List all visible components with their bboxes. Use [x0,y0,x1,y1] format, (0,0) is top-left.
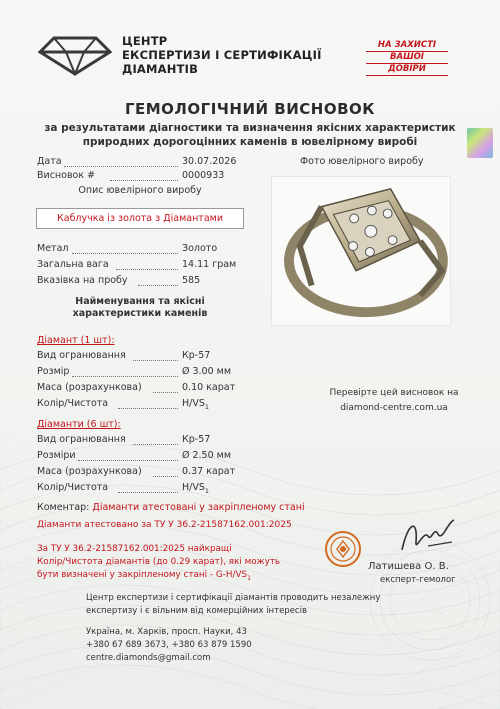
stones-heading-line1: Найменування та якісні [75,296,205,307]
diamond1-size-label: Розмір [37,366,70,377]
item-description-heading: Опис ювелірного виробу [78,185,202,196]
diamond6-size-label: Розміри [37,450,76,461]
assay-leader [138,285,178,286]
standards-note-line3-text: бути визначені у закріпленому стані - G-H/VS [37,570,248,580]
diamond6-clarity-subscript: 1 [204,486,210,495]
diamond1-cut-label: Вид огранювання [37,350,126,361]
standards-note-line1: За ТУ У 36.2-21587162.001:2025 найкращі [37,544,232,554]
metal-label: Метал [37,243,69,254]
subtitle-line2: природних дорогоцінних каменів в ювелірному виробі [82,136,418,148]
standards-note [37,543,280,585]
diamond6-clarity-value [182,482,209,495]
slogan-line3: ДОВІРИ [366,64,448,76]
diamond6-cut-label: Вид огранювання [37,434,126,445]
verify-website-link[interactable]: diamond-centre.com.ua [340,403,448,413]
weight-value: 14.11 грам [182,259,237,270]
number-leader [110,180,178,181]
comment-label: Коментар: [37,502,90,513]
standards-note-subscript: 1 [247,574,251,582]
diamond1-mass-leader [153,392,178,393]
diamond1-clarity-label: Колір/Чистота [37,398,109,409]
footer-email[interactable]: centre.diamonds@gmail.com [86,653,211,663]
diamond6-mass-label: Маса (розрахункова) [37,466,142,477]
footer-line1: Центр експертизи і сертифікації діамантів проводить незалежну [86,593,381,603]
slogan [366,40,448,76]
organization-name [122,34,322,76]
diamond6-cut-leader [133,444,178,445]
official-stamp-icon [324,530,362,568]
footer-spacer [86,618,416,626]
certified-text: Діаманти атестовано за ТУ У 36.2-21587162.001:2025 [37,520,292,530]
diamond6-heading: Діаманти (6 шт): [37,419,121,430]
diamond-logo-icon [36,34,114,76]
expert-role: експерт-гемолог [380,575,456,585]
diamond1-clarity-subscript: 1 [204,402,210,411]
diamond1-cut-value: Кр-57 [182,350,211,361]
org-name-line2: ЕКСПЕРТИЗИ І СЕРТИФІКАЦІЇ [122,48,322,62]
verify-block [296,386,492,416]
footer-line2: експертизу і є вільним від комерційних інтересів [86,606,307,616]
ring-photo [271,176,451,326]
org-name-line3: ДІАМАНТІВ [122,62,199,76]
number-value: 0000933 [182,170,225,181]
standards-note-line2: Колір/Чистота діамантів (до 0.29 карат), які можуть [37,557,281,567]
footer-address: Україна, м. Харків, просп. Науки, 43 [86,627,247,637]
document-title: ГЕМОЛОГІЧНИЙ ВИСНОВОК [124,100,376,118]
weight-label: Загальна вага [37,259,109,270]
diamond1-mass-value: 0.10 карат [182,382,236,393]
date-label: Дата [37,156,62,167]
org-name-line1: ЦЕНТР [122,34,168,48]
slogan-line1: НА ЗАХИСТІ [366,40,448,52]
diamond1-clarity-leader [118,408,178,409]
assay-label: Вказівка на пробу [37,275,128,286]
verify-text: Перевірте цей висновок на [329,388,459,398]
diamond6-size-value: Ø 2.50 мм [182,450,232,461]
comment-value: Діаманти атестовані у закріпленому стані [92,502,305,513]
document-subtitle [30,121,470,149]
diamond1-heading: Діамант (1 шт): [37,335,115,346]
diamond1-clarity-value [182,398,209,411]
stones-heading-line2: характеристики каменів [72,308,208,319]
metal-leader [72,253,178,254]
assay-value: 585 [182,275,201,286]
diamond6-clarity-label: Колір/Чистота [37,482,109,493]
diamond6-mass-leader [153,476,178,477]
metal-value: Золото [182,243,218,254]
weight-leader [116,269,178,270]
diamond1-cut-leader [133,360,178,361]
diamond1-clarity-text: H/VS [182,398,205,409]
standards-note-line3 [37,569,280,585]
diamond6-mass-value: 0.37 карат [182,466,236,477]
diamond6-cut-value: Кр-57 [182,434,211,445]
diamond6-size-leader [78,460,178,461]
signature-icon [398,512,458,558]
date-value: 30.07.2026 [182,156,237,167]
date-leader [64,166,178,167]
photo-label: Фото ювелірного виробу [300,156,424,167]
diamond6-clarity-text: H/VS [182,482,205,493]
comment-row [37,502,305,513]
diamond1-mass-label: Маса (розрахункова) [37,382,142,393]
number-label: Висновок # [37,170,96,181]
expert-name: Латишева О. В. [368,561,449,572]
slogan-line2: ВАШОЇ [366,52,448,64]
footer [86,592,416,665]
stones-heading [36,296,244,320]
diamond1-size-leader [72,376,178,377]
diamond1-size-value: Ø 3.00 мм [182,366,232,377]
subtitle-line1: за результатами діагностики та визначення якісних характеристик [44,122,456,134]
footer-phones: +380 67 689 3673, +380 63 879 1590 [86,640,252,650]
item-description-box: Каблучка із золота з Діамантами [36,208,244,229]
hologram-sticker-icon [467,128,493,158]
diamond6-clarity-leader [118,492,178,493]
